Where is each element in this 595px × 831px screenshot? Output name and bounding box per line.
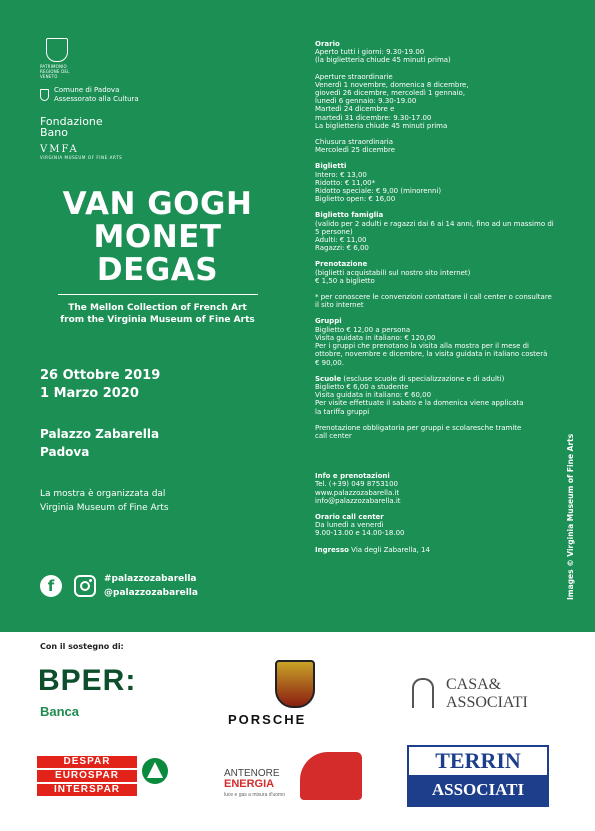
info-line: Ragazzi: € 6,00 [315, 244, 369, 253]
info-line: Via degli Zabarella, 14 [348, 545, 430, 554]
section-title: Prenotazione [315, 260, 368, 269]
section-title: Info e prenotazioni [315, 472, 390, 481]
organizer-line: Virginia Museum of Fine Arts [40, 503, 169, 513]
section-title: Orario call center [315, 512, 384, 521]
image-credit: Images © Virginia Museum of Fine Arts [566, 433, 575, 600]
info-line: Biglietto open: € 16,00 [315, 195, 396, 204]
chiusura-section [315, 138, 565, 154]
despar-line: EUROSPAR [37, 770, 137, 782]
terrin-associati-logo [407, 745, 549, 807]
section-title: Ingresso [315, 545, 349, 554]
info-line: € 1,50 a biglietto [315, 276, 375, 285]
info-line: Adulti: € 11,00 [315, 236, 367, 245]
info-line: La biglietteria chiude 45 minuti prima [315, 121, 448, 130]
section-title: Biglietti [315, 162, 347, 171]
terrin-line: ASSOCIATI [409, 775, 547, 805]
info-line: Ridotto speciale: € 9,00 (minorenni) [315, 187, 442, 196]
handle-link[interactable]: @palazzozabarella [104, 588, 198, 598]
info-line: € 90,00. [315, 358, 344, 367]
info-line: (biglietti acquistabili sul nostro sito internet) [315, 268, 471, 277]
obbligo-section [315, 424, 565, 440]
organizer-line: La mostra è organizzata dal [40, 489, 166, 499]
venue-city: Padova [40, 445, 90, 459]
contatti-section [315, 472, 565, 505]
porsche-logo: PORSCHE [228, 712, 307, 727]
casa-associati-logo [446, 676, 528, 712]
info-line: Per visite effettuate il sabato e la domenica viene applicata [315, 399, 524, 408]
antenore-line: ENERGIA [224, 778, 275, 790]
info-line: il sito internet [315, 301, 364, 310]
casa-arch-icon [412, 678, 434, 708]
info-line: (valido per 2 adulti e ragazzi dai 6 ai 14 anni, fino ad un massimo di [315, 219, 554, 228]
despar-logo [37, 756, 137, 798]
venue [40, 425, 159, 461]
assessorato-name: Assessorato alla Cultura [54, 95, 139, 103]
info-line: Prenotazione obbligatoria per gruppi e scolaresche tramite [315, 423, 522, 432]
vmfa-full-name: VIRGINIA MUSEUM OF FINE ARTS [40, 155, 123, 160]
antenore-tagline: luce e gas a misura d'uomo [224, 792, 285, 798]
patrimonio-text: PATRIMONIO REGIONE DEL VENETO [40, 64, 70, 79]
exhibition-dates [40, 367, 160, 403]
title-divider [58, 294, 258, 295]
exhibition-title [20, 188, 295, 287]
facebook-icon[interactable]: f [40, 575, 62, 597]
bper-logo: BPER: [38, 664, 137, 697]
ingresso-section [315, 546, 565, 554]
casa-line: ASSOCIATI [446, 694, 528, 711]
info-line: * per conoscere le convenzioni contattare il call center o consultare [315, 293, 552, 302]
section-title: Gruppi [315, 317, 342, 326]
end-date: 1 Marzo 2020 [40, 386, 139, 401]
info-line: Biglietto € 6,00 a studente [315, 382, 409, 391]
comune-name: Comune di Padova [54, 86, 120, 94]
email-link[interactable]: info@palazzozabarella.it [315, 496, 401, 505]
scuole-heading [315, 375, 565, 383]
phone-number[interactable]: Tel. (+39) 049 8753100 [315, 480, 399, 489]
antenore-lion-icon [300, 752, 362, 800]
porsche-crest-icon [275, 660, 315, 708]
info-line: Aperto tutti i giorni: 9.30-19.00 [315, 48, 425, 57]
title-line: MONET [93, 219, 222, 255]
aperture-section [315, 73, 565, 130]
patrimonio-logo [40, 38, 80, 79]
info-line: Chiusura straordinaria [315, 138, 394, 147]
info-line: 9.00-13.00 e 14.00-18.00 [315, 529, 405, 538]
section-title-extra: (escluse scuole di specializzazione e di adulti) [341, 374, 505, 383]
subtitle-line: from the Virginia Museum of Fine Arts [60, 315, 255, 325]
section-title: Orario [315, 40, 340, 48]
info-line: Mercoledì 25 dicembre [315, 146, 396, 155]
info-line: Per i gruppi che prenotano la visita alla mostra per il mese di [315, 342, 529, 351]
info-line: la tariffa gruppi [315, 407, 370, 416]
info-line: ottobre, novembre e dicembre, la visita guidata in italiano costerà [315, 350, 548, 359]
famiglia-section [315, 211, 565, 252]
exhibition-subtitle [20, 302, 295, 326]
section-title: Scuole [315, 374, 342, 383]
info-line: martedì 31 dicembre: 9.30-17.00 [315, 113, 432, 122]
nota-section [315, 293, 565, 309]
social-links [40, 572, 198, 600]
vmfa-mark: VMFA [40, 144, 79, 155]
scuole-section [315, 375, 565, 416]
spar-tree-icon [142, 758, 168, 784]
despar-line: DESPAR [37, 756, 137, 768]
info-line: Ridotto: € 11,00* [315, 178, 376, 187]
website-link[interactable]: www.palazzozabarella.it [315, 488, 400, 497]
fondazione-logo: Fondazione Bano [40, 115, 103, 139]
prenotazione-section [315, 260, 565, 285]
info-line: Aperture straordinarie [315, 72, 393, 81]
subtitle-line: The Mellon Collection of French Art [68, 303, 247, 313]
antenore-line: ANTENORE [224, 768, 280, 779]
info-line: Da lunedì a venerdì [315, 521, 384, 530]
info-line: Intero: € 13,00 [315, 170, 367, 179]
info-line: Biglietto € 12,00 a persona [315, 325, 411, 334]
orario-section [315, 40, 565, 65]
info-column [315, 40, 565, 562]
sponsor-label: Con il sostegno di: [40, 642, 124, 651]
info-line: giovedì 26 dicembre, mercoledì 1 gennaio, [315, 89, 466, 98]
start-date: 26 Ottobre 2019 [40, 368, 161, 383]
title-line: DEGAS [96, 252, 219, 288]
info-line: call center [315, 431, 352, 440]
title-line: VAN GOGH [62, 186, 253, 222]
section-title: Biglietto famiglia [315, 211, 384, 220]
venue-name: Palazzo Zabarella [40, 427, 160, 441]
city-crest-icon [40, 89, 49, 101]
casa-line: CASA& [446, 676, 502, 693]
gruppi-section [315, 317, 565, 366]
info-line: Martedì 24 dicembre e [315, 105, 395, 114]
antenore-energia-logo [224, 768, 285, 801]
info-line: Visita guidata in italiano: € 120,00 [315, 333, 436, 342]
terrin-line: TERRIN [435, 748, 521, 773]
bper-subtitle: Banca [40, 704, 80, 719]
organizer-note [40, 487, 169, 515]
info-line: (la biglietteria chiude 45 minuti prima) [315, 56, 451, 65]
vmfa-logo [40, 144, 122, 160]
comune-logo [40, 86, 139, 104]
despar-line: INTERSPAR [37, 784, 137, 796]
instagram-icon[interactable] [74, 575, 96, 597]
info-line: 5 persone) [315, 227, 353, 236]
biglietti-section [315, 162, 565, 203]
info-line: lunedì 6 gennaio: 9.30-19.00 [315, 97, 417, 106]
hashtag-link[interactable]: #palazzozabarella [104, 574, 197, 584]
callcenter-section [315, 513, 565, 538]
info-line: Venerdì 1 novembre, domenica 8 dicembre, [315, 80, 469, 89]
info-line: Visita guidata in italiano: € 60,00 [315, 391, 432, 400]
crest-icon [46, 38, 68, 62]
